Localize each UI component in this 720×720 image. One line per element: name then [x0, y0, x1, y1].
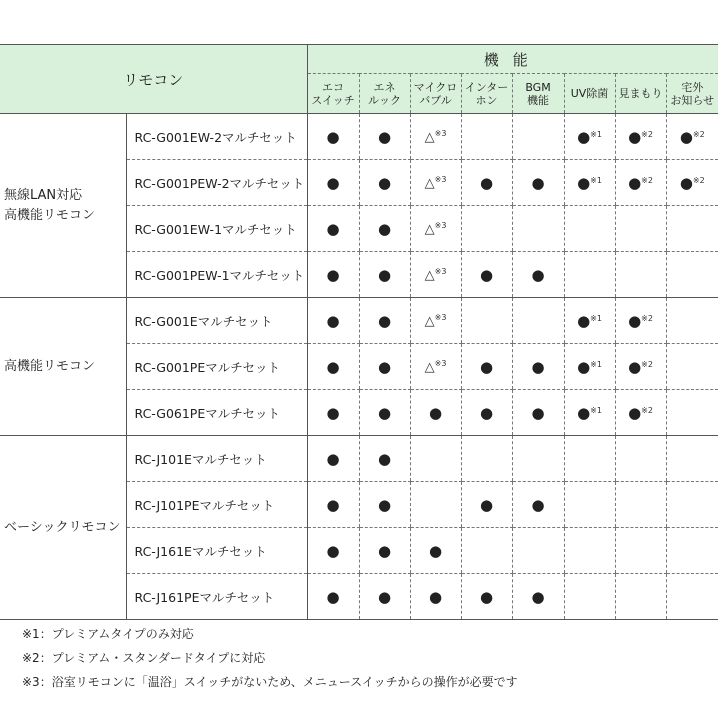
note-ref: ※3	[434, 266, 447, 276]
feature-cell	[410, 344, 461, 390]
group-label-line: 高機能リモコン	[4, 207, 96, 223]
dot-mark: ●	[679, 173, 693, 192]
dot-mark: ●	[577, 127, 591, 146]
feature-cell	[461, 574, 512, 620]
dot-mark: ●	[377, 357, 392, 376]
feature-cell	[461, 206, 512, 252]
dot-mark: ●	[326, 311, 340, 330]
feature-header-line: UV除菌	[570, 87, 609, 100]
feature-cell	[307, 482, 359, 528]
dot-mark: ●	[326, 265, 340, 284]
feature-cell	[410, 252, 461, 298]
feature-cell	[410, 160, 461, 206]
dot-mark: ●	[377, 587, 392, 606]
feature-cell	[307, 298, 359, 344]
table-row	[0, 114, 718, 160]
feature-cell	[564, 206, 615, 252]
feature-cell	[666, 344, 718, 390]
dot-mark: ●	[377, 311, 392, 330]
feature-cell	[666, 206, 718, 252]
note-ref: ※1	[590, 129, 602, 139]
feature-cell	[461, 528, 512, 574]
feature-cell	[666, 436, 718, 482]
model-name: RC-J101PEマルチセット	[126, 482, 307, 528]
feature-cell	[512, 574, 564, 620]
feature-header	[512, 74, 564, 114]
table-row	[0, 436, 718, 482]
note-ref: ※1	[590, 405, 602, 415]
feature-cell	[512, 206, 564, 252]
dot-mark: ●	[479, 265, 494, 284]
feature-cell	[359, 114, 410, 160]
feature-cell	[615, 482, 666, 528]
triangle-mark: △	[424, 267, 435, 283]
dot-mark: ●	[531, 587, 545, 606]
feature-header-line: バブル	[419, 93, 452, 107]
dot-mark: ●	[326, 403, 340, 422]
triangle-mark: △	[424, 221, 435, 237]
feature-cell	[461, 252, 512, 298]
feature-cell	[512, 390, 564, 436]
feature-cell	[666, 528, 718, 574]
feature-cell	[359, 206, 410, 252]
kino-header: 機能	[307, 45, 718, 74]
feature-cell	[307, 206, 359, 252]
feature-cell	[461, 436, 512, 482]
feature-cell	[564, 528, 615, 574]
dot-mark: ●	[628, 173, 642, 192]
feature-header-line: エコ	[322, 80, 345, 94]
feature-cell	[359, 160, 410, 206]
note-ref: ※1	[590, 359, 602, 369]
feature-cell	[461, 298, 512, 344]
feature-header-line: エネ	[373, 80, 396, 94]
footnote-1: ※1：プレミアムタイプのみ対応	[22, 627, 194, 641]
dot-mark: ●	[577, 357, 591, 376]
dot-mark: ●	[428, 587, 443, 606]
note-ref: ※1	[590, 313, 602, 323]
model-name: RC-J101Eマルチセット	[126, 436, 307, 482]
note-ref: ※2	[692, 129, 705, 139]
table-row	[0, 298, 718, 344]
feature-cell	[461, 160, 512, 206]
dot-mark: ●	[377, 403, 392, 422]
feature-cell	[666, 160, 718, 206]
feature-cell	[461, 344, 512, 390]
feature-cell	[564, 436, 615, 482]
model-name: RC-J161PEマルチセット	[126, 574, 307, 620]
feature-cell	[666, 298, 718, 344]
feature-header	[359, 74, 410, 114]
dot-mark: ●	[326, 357, 340, 376]
dot-mark: ●	[531, 403, 545, 422]
note-ref: ※1	[590, 175, 602, 185]
footnotes	[22, 622, 518, 694]
dot-mark: ●	[377, 449, 392, 468]
feature-cell	[359, 482, 410, 528]
dot-mark: ●	[326, 449, 340, 468]
note-ref: ※2	[641, 313, 653, 323]
model-name: RC-G061PEマルチセット	[126, 390, 307, 436]
dot-mark: ●	[628, 311, 642, 330]
feature-cell	[359, 298, 410, 344]
group-label-line: ベーシックリモコン	[4, 519, 121, 535]
feature-header-line: ルック	[368, 93, 402, 107]
dot-mark: ●	[428, 541, 443, 560]
feature-cell	[512, 528, 564, 574]
dot-mark: ●	[377, 173, 392, 192]
dot-mark: ●	[628, 127, 642, 146]
feature-header-line: お知らせ	[670, 93, 715, 107]
dot-mark: ●	[377, 265, 392, 284]
footnote-3: ※3：浴室リモコンに「温浴」スイッチがないため、メニュースイッチからの操作が必要です	[22, 675, 518, 689]
group-label	[0, 436, 126, 620]
feature-header	[307, 74, 359, 114]
feature-cell	[359, 344, 410, 390]
table-body	[0, 114, 718, 620]
dot-mark: ●	[531, 173, 545, 192]
feature-header-line: マイクロ	[413, 80, 458, 94]
triangle-mark: △	[424, 359, 435, 375]
model-name: RC-G001EW-2マルチセット	[126, 114, 307, 160]
feature-cell	[615, 252, 666, 298]
note-ref: ※3	[434, 128, 447, 138]
feature-cell	[359, 436, 410, 482]
feature-cell	[410, 114, 461, 160]
feature-cell	[615, 206, 666, 252]
dot-mark: ●	[479, 495, 494, 514]
feature-cell	[307, 252, 359, 298]
feature-cell	[410, 574, 461, 620]
model-name: RC-G001PEマルチセット	[126, 344, 307, 390]
dot-mark: ●	[326, 127, 340, 146]
dot-mark: ●	[428, 403, 443, 422]
feature-cell	[461, 114, 512, 160]
model-name: RC-G001PEW-2マルチセット	[126, 160, 307, 206]
dot-mark: ●	[531, 265, 545, 284]
feature-cell	[359, 252, 410, 298]
note-ref: ※2	[692, 175, 705, 185]
model-name: RC-J161Eマルチセット	[126, 528, 307, 574]
feature-cell	[666, 390, 718, 436]
feature-cell	[564, 114, 615, 160]
feature-cell	[461, 482, 512, 528]
feature-header	[615, 74, 666, 114]
dot-mark: ●	[479, 357, 494, 376]
feature-header-line: BGM	[525, 80, 551, 94]
note-ref: ※3	[434, 358, 447, 368]
feature-cell	[512, 344, 564, 390]
feature-cell	[615, 436, 666, 482]
feature-cell	[307, 114, 359, 160]
dot-mark: ●	[577, 173, 591, 192]
feature-cell	[615, 298, 666, 344]
dot-mark: ●	[531, 495, 545, 514]
feature-cell	[410, 528, 461, 574]
dot-mark: ●	[679, 127, 693, 146]
table-header	[0, 45, 718, 114]
feature-cell	[615, 114, 666, 160]
feature-cell	[410, 436, 461, 482]
feature-cell	[615, 528, 666, 574]
feature-header	[461, 74, 512, 114]
feature-header	[564, 74, 615, 114]
feature-cell	[307, 436, 359, 482]
feature-header-line: インター	[464, 80, 509, 94]
feature-cell	[410, 298, 461, 344]
feature-cell	[512, 298, 564, 344]
feature-cell	[359, 528, 410, 574]
dot-mark: ●	[479, 587, 494, 606]
note-ref: ※3	[434, 220, 447, 230]
dot-mark: ●	[531, 357, 545, 376]
feature-cell	[512, 252, 564, 298]
feature-cell	[615, 160, 666, 206]
feature-cell	[512, 482, 564, 528]
feature-cell	[512, 160, 564, 206]
feature-cell	[564, 344, 615, 390]
remocon-header: リモコン	[0, 45, 307, 114]
dot-mark: ●	[326, 587, 340, 606]
feature-cell	[666, 574, 718, 620]
dot-mark: ●	[577, 311, 591, 330]
feature-cell	[307, 344, 359, 390]
dot-mark: ●	[479, 403, 494, 422]
triangle-mark: △	[424, 175, 435, 191]
note-ref: ※2	[641, 175, 653, 185]
feature-cell	[512, 436, 564, 482]
feature-cell	[307, 160, 359, 206]
feature-cell	[359, 390, 410, 436]
note-ref: ※2	[641, 359, 653, 369]
feature-cell	[564, 390, 615, 436]
dot-mark: ●	[377, 541, 392, 560]
feature-cell	[564, 252, 615, 298]
feature-cell	[615, 390, 666, 436]
note-ref: ※3	[434, 174, 447, 184]
dot-mark: ●	[377, 495, 392, 514]
note-ref: ※2	[641, 129, 653, 139]
dot-mark: ●	[326, 219, 340, 238]
feature-cell	[307, 528, 359, 574]
note-ref: ※2	[641, 405, 653, 415]
dot-mark: ●	[377, 127, 392, 146]
feature-cell	[564, 298, 615, 344]
dot-mark: ●	[479, 173, 494, 192]
feature-cell	[307, 390, 359, 436]
triangle-mark: △	[424, 313, 435, 329]
feature-cell	[666, 252, 718, 298]
feature-cell	[564, 482, 615, 528]
feature-header-line: 宅外	[681, 80, 704, 94]
feature-header-line: ホン	[475, 93, 498, 107]
feature-cell	[615, 574, 666, 620]
group-label	[0, 114, 126, 298]
dot-mark: ●	[577, 403, 591, 422]
feature-cell	[359, 574, 410, 620]
group-label-line: 高機能リモコン	[4, 358, 96, 374]
feature-cell	[410, 390, 461, 436]
feature-cell	[410, 206, 461, 252]
dot-mark: ●	[377, 219, 392, 238]
dot-mark: ●	[628, 357, 642, 376]
feature-header	[666, 74, 718, 114]
remote-feature-table	[0, 44, 718, 620]
group-label-line: 無線LAN対応	[4, 187, 83, 203]
model-name: RC-G001EW-1マルチセット	[126, 206, 307, 252]
feature-cell	[564, 160, 615, 206]
feature-cell	[564, 574, 615, 620]
model-name: RC-G001PEW-1マルチセット	[126, 252, 307, 298]
model-name: RC-G001Eマルチセット	[126, 298, 307, 344]
feature-header-line: スイッチ	[311, 93, 355, 107]
feature-cell	[410, 482, 461, 528]
dot-mark: ●	[326, 495, 340, 514]
feature-cell	[512, 114, 564, 160]
feature-cell	[666, 114, 718, 160]
feature-cell	[307, 574, 359, 620]
dot-mark: ●	[326, 173, 340, 192]
feature-cell	[615, 344, 666, 390]
group-label	[0, 298, 126, 436]
feature-cell	[461, 390, 512, 436]
dot-mark: ●	[326, 541, 340, 560]
dot-mark: ●	[628, 403, 642, 422]
footnote-2: ※2：プレミアム・スタンダードタイプに対応	[22, 651, 266, 665]
feature-header	[410, 74, 461, 114]
triangle-mark: △	[424, 129, 435, 145]
feature-cell	[666, 482, 718, 528]
feature-header-line: 機能	[527, 93, 550, 107]
note-ref: ※3	[434, 312, 447, 322]
feature-header-line: 見まもり	[618, 87, 663, 100]
